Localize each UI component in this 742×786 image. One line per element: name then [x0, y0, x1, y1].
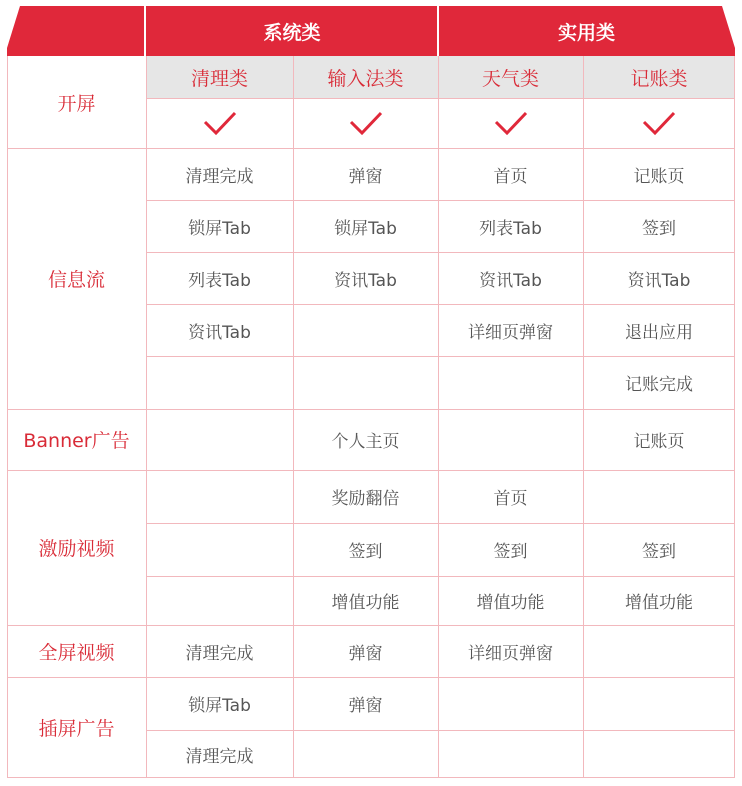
table-cell — [438, 730, 583, 778]
table-cell: 奖励翻倍 — [331, 489, 400, 509]
table-cell — [146, 523, 293, 576]
table-cell: 详细页弹窗 — [468, 643, 553, 664]
grid-line — [146, 98, 735, 99]
check-cell — [146, 98, 293, 148]
table-border — [734, 56, 735, 778]
check-icon — [348, 109, 384, 137]
check-icon — [493, 109, 529, 137]
table-cell: 签到 — [493, 542, 528, 562]
check-icon — [202, 109, 238, 137]
grid-line — [438, 56, 439, 778]
table-cell: 增值功能 — [476, 593, 545, 613]
row-separator — [7, 470, 735, 471]
row-category-label: Banner广告 — [23, 430, 130, 452]
table-cell — [583, 625, 735, 677]
table-cell: 资讯Tab — [188, 322, 251, 343]
table-cell: 资讯Tab — [334, 270, 397, 291]
table-cell — [293, 304, 438, 356]
header-divider — [145, 6, 146, 56]
grid-line — [146, 56, 147, 778]
table-cell: 列表Tab — [188, 270, 251, 291]
check-cell — [438, 98, 583, 148]
row-separator — [7, 148, 735, 149]
group-header-utility: 实用类 — [557, 21, 615, 44]
check-cell — [583, 98, 735, 148]
table-cell: 增值功能 — [625, 593, 693, 613]
table-cell: 签到 — [642, 218, 676, 239]
table-cell: 签到 — [642, 542, 676, 562]
table-cell: 列表Tab — [479, 218, 542, 239]
grid-line — [146, 356, 735, 357]
table-cell: 锁屏Tab — [188, 696, 251, 716]
table-cell — [438, 356, 583, 409]
table-cell — [583, 470, 735, 523]
table-cell: 清理完成 — [185, 166, 254, 187]
row-separator — [7, 625, 735, 626]
check-icon — [641, 109, 677, 137]
check-cell — [293, 98, 438, 148]
table-cell: 锁屏Tab — [188, 218, 251, 239]
row-category-label: 插屏广告 — [38, 718, 115, 740]
table-cell: 弹窗 — [348, 166, 383, 187]
table-cell — [293, 730, 438, 778]
table-cell: 记账页 — [633, 166, 685, 187]
column-header: 天气类 — [481, 67, 539, 90]
table-cell: 个人主页 — [331, 432, 400, 452]
column-header: 清理类 — [190, 67, 248, 90]
header-divider — [438, 6, 439, 56]
table-cell — [146, 356, 293, 409]
table-cell: 清理完成 — [185, 746, 254, 767]
table-cell — [146, 409, 293, 470]
table-border — [7, 56, 8, 778]
group-header-system: 系统类 — [263, 21, 321, 44]
grid-line — [583, 56, 584, 778]
table-cell — [146, 470, 293, 523]
grid-line — [293, 56, 294, 778]
table-cell: 资讯Tab — [479, 270, 542, 291]
table-cell — [293, 356, 438, 409]
row-category-label: 信息流 — [47, 269, 105, 291]
table-cell: 增值功能 — [331, 593, 400, 613]
table-cell: 详细页弹窗 — [468, 322, 553, 343]
table-cell: 弹窗 — [348, 696, 383, 716]
table-cell: 签到 — [348, 542, 383, 562]
table-cell: 锁屏Tab — [334, 218, 397, 239]
table-cell: 弹窗 — [348, 643, 383, 664]
row-category-label: 全屏视频 — [38, 641, 115, 664]
grid-line — [146, 252, 735, 253]
row-separator — [7, 409, 735, 410]
table-cell — [438, 409, 583, 470]
table-cell: 退出应用 — [625, 322, 693, 343]
table-cell: 首页 — [493, 166, 528, 187]
table-cell: 清理完成 — [185, 643, 254, 664]
grid-line — [146, 523, 735, 524]
table-cell: 资讯Tab — [627, 270, 691, 291]
grid-line — [146, 200, 735, 201]
column-header: 记账类 — [630, 67, 688, 90]
column-header: 输入法类 — [327, 67, 404, 90]
table-cell — [146, 576, 293, 625]
row-separator — [7, 677, 735, 678]
table-cell: 记账完成 — [625, 375, 693, 395]
table-cell — [583, 730, 735, 778]
row-category-label: 激励视频 — [38, 538, 115, 560]
grid-line — [146, 730, 735, 731]
grid-line — [146, 304, 735, 305]
table-cell: 首页 — [493, 489, 528, 509]
table-cell — [438, 677, 583, 730]
row-category-label: 开屏 — [57, 92, 96, 115]
table-border — [7, 777, 735, 778]
table-cell — [583, 677, 735, 730]
table-cell: 记账页 — [633, 432, 685, 452]
grid-line — [146, 576, 735, 577]
